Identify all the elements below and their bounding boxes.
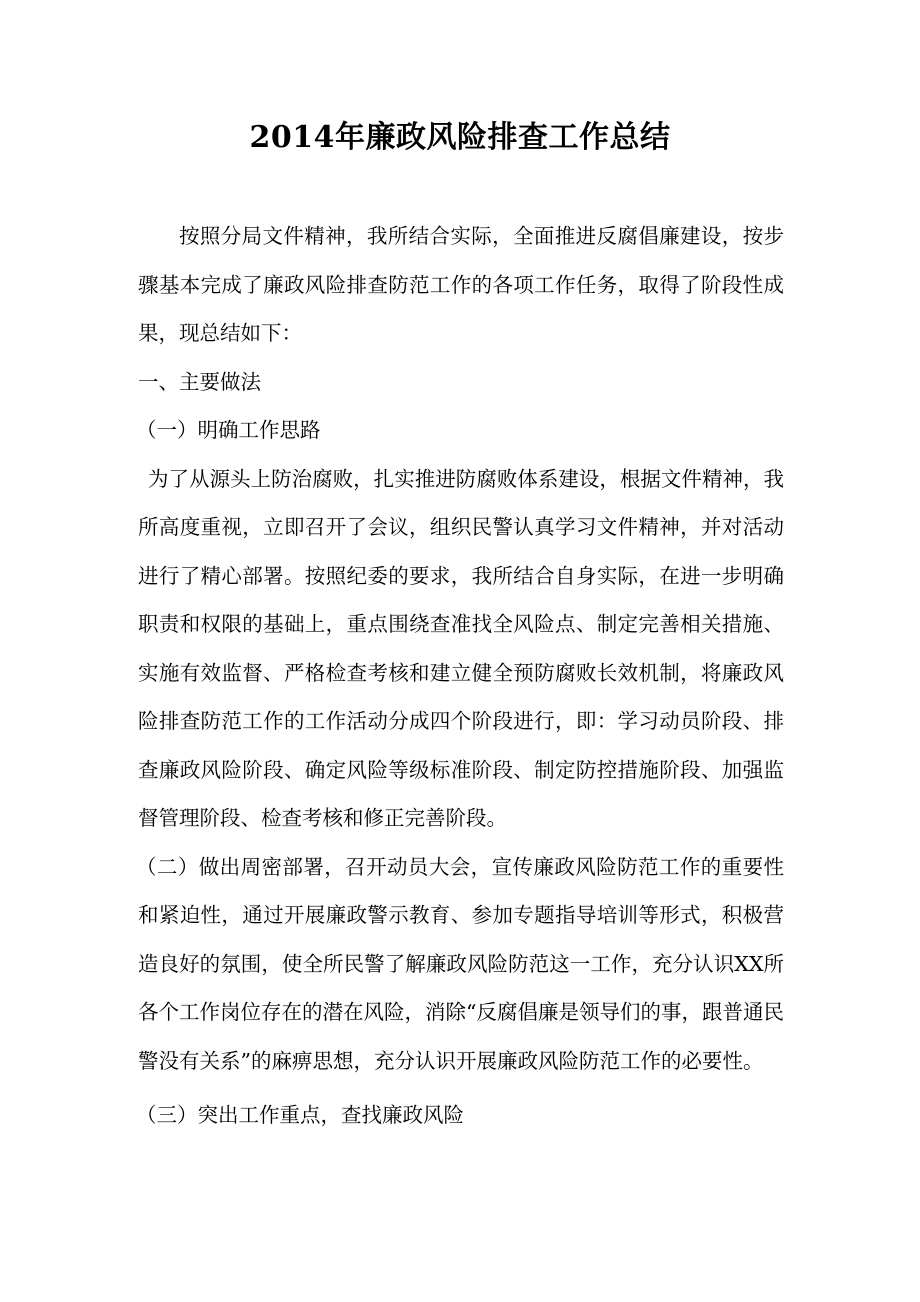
document-body [138, 212, 784, 1140]
intro-paragraph: 按照分局文件精神，我所结合实际，全面推进反腐倡廉建设，按步骤基本完成了廉政风险排查防范工作的各项工作任务，取得了阶段性成果，现总结如下： [138, 224, 784, 345]
subsection-heading-1: （一）明确工作思路 [136, 418, 321, 442]
section-heading-1: 一、主要做法 [138, 369, 261, 394]
body-paragraph-2: （二）做出周密部署，召开动员大会，宣传廉政风险防范工作的重要性和紧迫性，通过开展廉政警示教育、参加专题指导培训等形式，积极营造良好的氛围，使全所民警了解廉政风险防范这一工作，充分认识XX所各个工作岗位存在的潜在风险，消除“反腐倡廉是领导们的事，跟普通民警没有关系”的麻痹思想，充分认识开展廉政风险防范工作的必要性。 [136, 854, 784, 1073]
document-title: 2014年廉政风险排查工作总结 [249, 120, 671, 155]
subsection-heading-3: （三）突出工作重点，查找廉政风险 [136, 1103, 464, 1127]
body-paragraph-1: 为了从源头上防治腐败，扎实推进防腐败体系建设，根据文件精神，我所高度重视，立即召开了会议，组织民警认真学习文件精神，并对活动进行了精心部署。按照纪委的要求，我所结合自身实际，在进一步明确职责和权限的基础上，重点围绕查准找全风险点、制定完善相关措施、实施有效监督、严格检查考核和建立健全预防腐败长效机制，将廉政风险排查防范工作的工作活动分成四个阶段进行，即：学习动员阶段、排查廉政风险阶段、确定风险等级标准阶段、制定防控措施阶段、加强监督管理阶段、检查考核和修正完善阶段。 [138, 466, 784, 830]
